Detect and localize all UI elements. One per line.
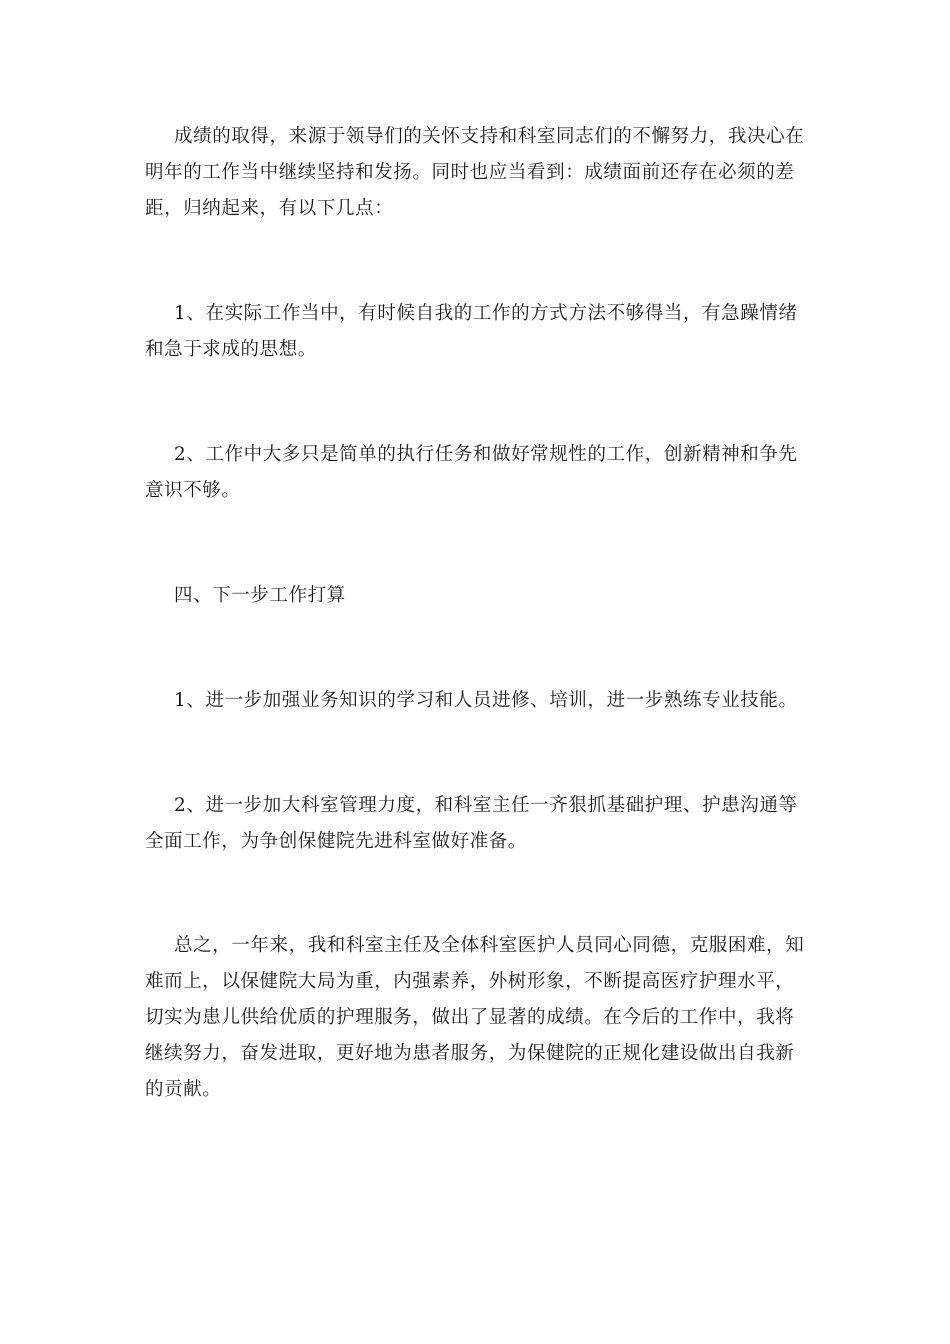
paragraph-summary-achievements [145,119,810,227]
text-line: 总之，一年来，我和科室主任及全体科室医护人员同心同德，克服困难，知 [174,935,805,956]
text-line: 切实为患儿供给优质的护理服务，做出了显著的成绩。在今后的工作中，我将 [145,1007,795,1028]
text-line: 全面工作，为争创保健院先进科室做好准备。 [145,831,528,852]
paragraph-plan-2 [145,788,810,860]
text-line: 成绩的取得，来源于领导们的关怀支持和科室同志们的不懈努力，我决心在 [174,126,805,147]
paragraph-shortcoming-2 [145,437,810,509]
paragraph-conclusion [145,928,810,1108]
text-line: 意识不够。 [145,480,241,501]
text-line: 的贡献。 [145,1079,222,1100]
text-line: 距，归纳起来，有以下几点： [145,198,394,219]
text-line: 1、在实际工作当中，有时候自我的工作的方式方法不够得当，有急躁情绪 [174,303,798,324]
text-line: 2、进一步加大科室管理力度，和科室主任一齐狠抓基础护理、护患沟通等 [174,795,798,816]
text-line: 1、进一步加强业务知识的学习和人员进修、培训，进一步熟练专业技能。 [174,690,798,711]
text-line: 继续努力，奋发进取，更好地为患者服务，为保健院的正规化建设做出自我新 [145,1043,795,1064]
text-line: 难而上，以保健院大局为重，内强素养，外树形象，不断提高医疗护理水平， [145,971,795,992]
text-line: 2、工作中大多只是简单的执行任务和做好常规性的工作，创新精神和争先 [174,444,798,465]
text-line: 和急于求成的思想。 [145,339,317,360]
paragraph-plan-1 [145,683,810,719]
section-heading [145,578,810,614]
text-line: 明年的工作当中继续坚持和发扬。同时也应当看到：成绩面前还存在必须的差 [145,162,795,183]
paragraph-shortcoming-1 [145,296,810,368]
text-line: 四、下一步工作打算 [174,585,346,606]
